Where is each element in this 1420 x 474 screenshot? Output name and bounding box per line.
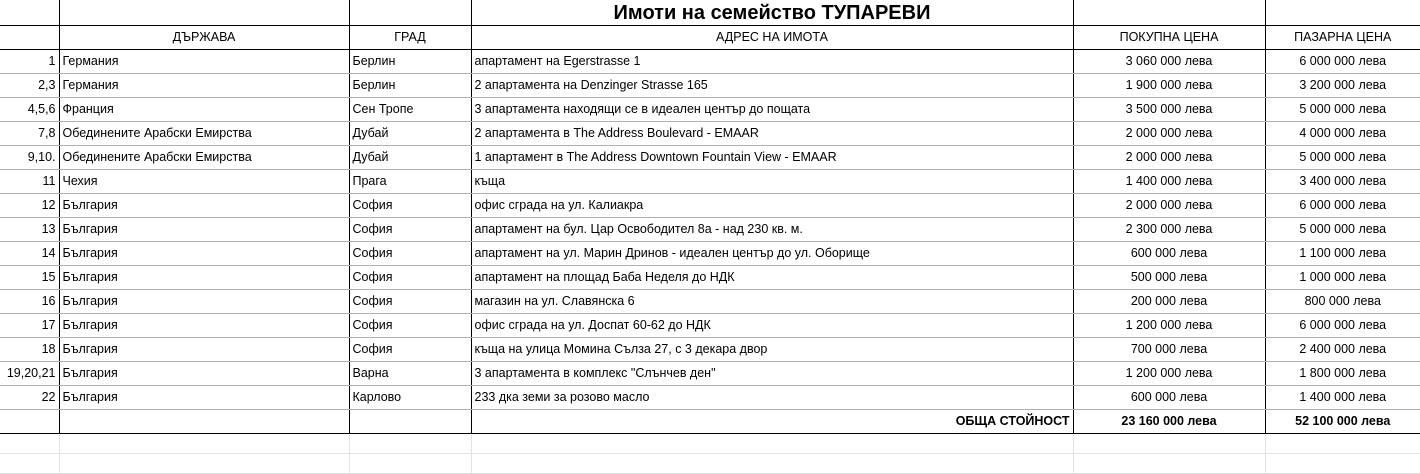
table-row bbox=[0, 241, 1420, 265]
market-price-cell[interactable]: 2 400 000 лева bbox=[1265, 337, 1420, 361]
total-purchase[interactable]: 23 160 000 лева bbox=[1073, 409, 1265, 433]
cell[interactable] bbox=[0, 409, 59, 433]
address-cell[interactable]: апартамент на Egerstrasse 1 bbox=[471, 49, 1073, 73]
city-cell[interactable]: София bbox=[349, 265, 471, 289]
address-cell[interactable]: 233 дка земи за розово масло bbox=[471, 385, 1073, 409]
purchase-price-cell[interactable]: 600 000 лева bbox=[1073, 385, 1265, 409]
country-cell[interactable]: Обединените Арабски Емирства bbox=[59, 145, 349, 169]
cell[interactable] bbox=[349, 0, 471, 25]
purchase-price-cell[interactable]: 600 000 лева bbox=[1073, 241, 1265, 265]
row-number-cell[interactable]: 1 bbox=[0, 49, 59, 73]
purchase-price-cell[interactable]: 1 900 000 лева bbox=[1073, 73, 1265, 97]
table-row bbox=[0, 97, 1420, 121]
title-row bbox=[0, 0, 1420, 25]
cell[interactable] bbox=[1265, 453, 1420, 473]
cell[interactable] bbox=[1265, 433, 1420, 453]
table-row bbox=[0, 193, 1420, 217]
cell[interactable] bbox=[471, 453, 1073, 473]
purchase-price-cell[interactable]: 3 060 000 лева bbox=[1073, 49, 1265, 73]
table-row bbox=[0, 73, 1420, 97]
table-row bbox=[0, 145, 1420, 169]
purchase-price-cell[interactable]: 700 000 лева bbox=[1073, 337, 1265, 361]
country-cell[interactable]: Германия bbox=[59, 73, 349, 97]
cell[interactable] bbox=[59, 433, 349, 453]
table-row bbox=[0, 217, 1420, 241]
row-number-cell[interactable]: 16 bbox=[0, 289, 59, 313]
row-number-cell[interactable]: 11 bbox=[0, 169, 59, 193]
city-cell[interactable]: Дубай bbox=[349, 145, 471, 169]
header-city[interactable]: ГРАД bbox=[349, 25, 471, 49]
row-number-cell[interactable]: 18 bbox=[0, 337, 59, 361]
row-number-cell[interactable]: 2,3 bbox=[0, 73, 59, 97]
address-cell[interactable]: офис сграда на ул. Доспат 60-62 до НДК bbox=[471, 313, 1073, 337]
row-number-cell[interactable]: 9,10. bbox=[0, 145, 59, 169]
table-row bbox=[0, 265, 1420, 289]
table-row bbox=[0, 361, 1420, 385]
address-cell[interactable]: апартамент на бул. Цар Освободител 8а - над 230 кв. м. bbox=[471, 217, 1073, 241]
row-number-cell[interactable]: 4,5,6 bbox=[0, 97, 59, 121]
address-cell[interactable]: офис сграда на ул. Калиакра bbox=[471, 193, 1073, 217]
market-price-cell[interactable]: 6 000 000 лева bbox=[1265, 193, 1420, 217]
row-number-cell[interactable]: 7,8 bbox=[0, 121, 59, 145]
sheet-title[interactable]: Имоти на семейство ТУПАРЕВИ bbox=[471, 0, 1073, 25]
table-row bbox=[0, 313, 1420, 337]
market-price-cell[interactable]: 4 000 000 лева bbox=[1265, 121, 1420, 145]
row-number-cell[interactable]: 17 bbox=[0, 313, 59, 337]
purchase-price-cell[interactable]: 500 000 лева bbox=[1073, 265, 1265, 289]
market-price-cell[interactable]: 1 400 000 лева bbox=[1265, 385, 1420, 409]
header-market[interactable]: ПАЗАРНА ЦЕНА bbox=[1265, 25, 1420, 49]
purchase-price-cell[interactable]: 1 400 000 лева bbox=[1073, 169, 1265, 193]
country-cell[interactable]: България bbox=[59, 289, 349, 313]
purchase-price-cell[interactable]: 2 000 000 лева bbox=[1073, 145, 1265, 169]
cell[interactable] bbox=[1073, 433, 1265, 453]
cell[interactable] bbox=[471, 433, 1073, 453]
address-cell[interactable]: 3 апартамента находящи се в идеален център до пощата bbox=[471, 97, 1073, 121]
table-row bbox=[0, 121, 1420, 145]
market-price-cell[interactable]: 6 000 000 лева bbox=[1265, 313, 1420, 337]
row-number-cell[interactable]: 14 bbox=[0, 241, 59, 265]
cell[interactable] bbox=[1073, 0, 1265, 25]
header-country[interactable]: ДЪРЖАВА bbox=[59, 25, 349, 49]
table-row bbox=[0, 49, 1420, 73]
address-cell[interactable]: апартамент на площад Баба Неделя до НДК bbox=[471, 265, 1073, 289]
country-cell[interactable]: България bbox=[59, 217, 349, 241]
cell[interactable] bbox=[0, 433, 59, 453]
city-cell[interactable]: Прага bbox=[349, 169, 471, 193]
address-cell[interactable]: 3 апартамента в комплекс "Слънчев ден" bbox=[471, 361, 1073, 385]
address-cell[interactable]: 2 апартамента в The Address Boulevard - EMAAR bbox=[471, 121, 1073, 145]
address-cell[interactable]: апартамент на ул. Марин Дринов - идеален център до ул. Оборище bbox=[471, 241, 1073, 265]
city-cell[interactable]: Дубай bbox=[349, 121, 471, 145]
market-price-cell[interactable]: 3 200 000 лева bbox=[1265, 73, 1420, 97]
cell[interactable] bbox=[59, 409, 349, 433]
header-row bbox=[0, 25, 1420, 49]
market-price-cell[interactable]: 800 000 лева bbox=[1265, 289, 1420, 313]
row-number-cell[interactable]: 19,20,21 bbox=[0, 361, 59, 385]
cell[interactable] bbox=[0, 0, 59, 25]
country-cell[interactable]: Обединените Арабски Емирства bbox=[59, 121, 349, 145]
cell[interactable] bbox=[349, 433, 471, 453]
city-cell[interactable]: София bbox=[349, 313, 471, 337]
cell[interactable] bbox=[1265, 0, 1420, 25]
country-cell[interactable]: България bbox=[59, 361, 349, 385]
address-cell[interactable]: магазин на ул. Славянска 6 bbox=[471, 289, 1073, 313]
city-cell[interactable]: Берлин bbox=[349, 49, 471, 73]
cell[interactable] bbox=[59, 0, 349, 25]
country-cell[interactable]: България bbox=[59, 265, 349, 289]
row-number-cell[interactable]: 13 bbox=[0, 217, 59, 241]
total-row bbox=[0, 409, 1420, 433]
country-cell[interactable]: Германия bbox=[59, 49, 349, 73]
country-cell[interactable]: България bbox=[59, 385, 349, 409]
address-cell[interactable]: 1 апартамент в The Address Downtown Fountain View - EMAAR bbox=[471, 145, 1073, 169]
purchase-price-cell[interactable]: 1 200 000 лева bbox=[1073, 313, 1265, 337]
market-price-cell[interactable]: 1 800 000 лева bbox=[1265, 361, 1420, 385]
purchase-price-cell[interactable]: 3 500 000 лева bbox=[1073, 97, 1265, 121]
city-cell[interactable]: Варна bbox=[349, 361, 471, 385]
row-number-cell[interactable]: 22 bbox=[0, 385, 59, 409]
city-cell[interactable]: Карлово bbox=[349, 385, 471, 409]
purchase-price-cell[interactable]: 2 300 000 лева bbox=[1073, 217, 1265, 241]
address-cell[interactable]: къща bbox=[471, 169, 1073, 193]
purchase-price-cell[interactable]: 1 200 000 лева bbox=[1073, 361, 1265, 385]
cell[interactable] bbox=[349, 409, 471, 433]
table-row bbox=[0, 169, 1420, 193]
table-row bbox=[0, 385, 1420, 409]
city-cell[interactable]: София bbox=[349, 193, 471, 217]
country-cell[interactable]: Франция bbox=[59, 97, 349, 121]
total-market[interactable]: 52 100 000 лева bbox=[1265, 409, 1420, 433]
city-cell[interactable]: София bbox=[349, 241, 471, 265]
market-price-cell[interactable]: 5 000 000 лева bbox=[1265, 97, 1420, 121]
total-label[interactable]: ОБЩА СТОЙНОСТ bbox=[471, 409, 1073, 433]
city-cell[interactable]: София bbox=[349, 289, 471, 313]
city-cell[interactable]: Сен Тропе bbox=[349, 97, 471, 121]
table-row bbox=[0, 337, 1420, 361]
table-row bbox=[0, 289, 1420, 313]
purchase-price-cell[interactable]: 2 000 000 лева bbox=[1073, 121, 1265, 145]
cell[interactable] bbox=[59, 453, 349, 473]
city-cell[interactable]: София bbox=[349, 217, 471, 241]
market-price-cell[interactable]: 3 400 000 лева bbox=[1265, 169, 1420, 193]
market-price-cell[interactable]: 1 100 000 лева bbox=[1265, 241, 1420, 265]
address-cell[interactable]: къща на улица Момина Сълза 27, с 3 декара двор bbox=[471, 337, 1073, 361]
market-price-cell[interactable]: 5 000 000 лева bbox=[1265, 145, 1420, 169]
country-cell[interactable]: България bbox=[59, 313, 349, 337]
purchase-price-cell[interactable]: 200 000 лева bbox=[1073, 289, 1265, 313]
country-cell[interactable]: България bbox=[59, 241, 349, 265]
row-number-cell[interactable]: 15 bbox=[0, 265, 59, 289]
address-cell[interactable]: 2 апартамента на Denzinger Strasse 165 bbox=[471, 73, 1073, 97]
cell[interactable] bbox=[349, 453, 471, 473]
country-cell[interactable]: България bbox=[59, 337, 349, 361]
cell[interactable] bbox=[0, 453, 59, 473]
city-cell[interactable]: София bbox=[349, 337, 471, 361]
header-num[interactable] bbox=[0, 25, 59, 49]
market-price-cell[interactable]: 5 000 000 лева bbox=[1265, 217, 1420, 241]
market-price-cell[interactable]: 6 000 000 лева bbox=[1265, 49, 1420, 73]
header-address[interactable]: АДРЕС НА ИМОТА bbox=[471, 25, 1073, 49]
cell[interactable] bbox=[1073, 453, 1265, 473]
country-cell[interactable]: България bbox=[59, 193, 349, 217]
city-cell[interactable]: Берлин bbox=[349, 73, 471, 97]
purchase-price-cell[interactable]: 2 000 000 лева bbox=[1073, 193, 1265, 217]
row-number-cell[interactable]: 12 bbox=[0, 193, 59, 217]
header-purchase[interactable]: ПОКУПНА ЦЕНА bbox=[1073, 25, 1265, 49]
empty-row bbox=[0, 453, 1420, 473]
market-price-cell[interactable]: 1 000 000 лева bbox=[1265, 265, 1420, 289]
country-cell[interactable]: Чехия bbox=[59, 169, 349, 193]
empty-row bbox=[0, 433, 1420, 453]
